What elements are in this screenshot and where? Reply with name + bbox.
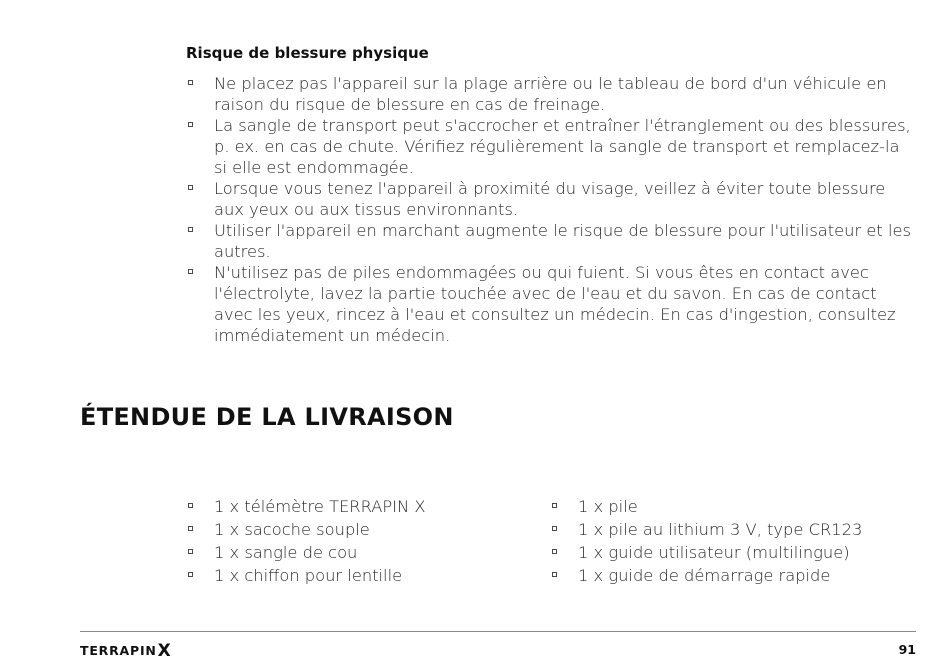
list-item-text: 1 x chiffon pour lentille xyxy=(214,566,403,585)
square-bullet-icon xyxy=(552,549,557,554)
list-item xyxy=(186,518,506,541)
square-bullet-icon xyxy=(552,503,557,508)
square-bullet-icon xyxy=(552,526,557,531)
list-item xyxy=(186,115,916,178)
brand-logo xyxy=(80,641,171,661)
list-item-text: Lorsque vous tenez l'appareil à proximité du visage, veillez à éviter toute blessure aux yeux ou aux tissus environnants. xyxy=(214,179,886,219)
list-item-text: 1 x télémètre TERRAPIN X xyxy=(214,497,426,516)
list-item-text: Ne placez pas l'appareil sur la plage arrière ou le tableau de bord d'un véhicule en raison du risque de blessure en cas de freinage. xyxy=(214,74,887,114)
square-bullet-icon xyxy=(188,526,193,531)
list-item-text: 1 x pile au lithium 3 V, type CR123 xyxy=(578,520,863,539)
square-bullet-icon xyxy=(552,572,557,577)
section-title: ÉTENDUE DE LA LIVRAISON xyxy=(80,403,454,431)
list-item xyxy=(550,564,910,587)
list-item xyxy=(186,564,506,587)
brand-logo-mark: X xyxy=(157,641,171,661)
risk-subheading: Risque de blessure physique xyxy=(186,44,429,62)
list-item xyxy=(186,541,506,564)
list-item-text: 1 x guide utilisateur (multilingue) xyxy=(578,543,850,562)
delivery-list-left xyxy=(186,495,506,587)
list-item-text: Utiliser l'appareil en marchant augmente le risque de blessure pour l'utilisateur et les autres. xyxy=(214,221,911,261)
square-bullet-icon xyxy=(188,185,193,190)
square-bullet-icon xyxy=(188,269,193,274)
risk-list xyxy=(186,73,916,346)
square-bullet-icon xyxy=(188,549,193,554)
delivery-list-right xyxy=(550,495,910,587)
list-item-text: 1 x pile xyxy=(578,497,638,516)
list-item xyxy=(186,220,916,262)
list-item xyxy=(186,495,506,518)
list-item-text: 1 x sangle de cou xyxy=(214,543,358,562)
list-item-text: 1 x guide de démarrage rapide xyxy=(578,566,831,585)
list-item xyxy=(550,495,910,518)
brand-logo-text: TERRAPIN xyxy=(80,643,157,658)
footer-divider xyxy=(80,631,916,632)
page-number: 91 xyxy=(898,642,916,657)
square-bullet-icon xyxy=(188,572,193,577)
list-item xyxy=(186,178,916,220)
list-item-text: La sangle de transport peut s'accrocher et entraîner l'étranglement ou des blessures, p. ex. en cas de chute. Vérifiez régulièrement la sangle de transport et remplacez-la si elle est endommagée. xyxy=(214,116,911,177)
list-item-text: 1 x sacoche souple xyxy=(214,520,370,539)
list-item xyxy=(550,518,910,541)
square-bullet-icon xyxy=(188,122,193,127)
list-item xyxy=(186,262,916,346)
square-bullet-icon xyxy=(188,227,193,232)
list-item xyxy=(186,73,916,115)
list-item-text: N'utilisez pas de piles endommagées ou qui fuient. Si vous êtes en contact avec l'électrolyte, lavez la partie touchée avec de l'eau et du savon. En cas de contact avec les yeux, rincez à l'eau et consultez un médecin. En cas d'ingestion, consultez immédiatement un médecin. xyxy=(214,263,896,345)
list-item xyxy=(550,541,910,564)
square-bullet-icon xyxy=(188,503,193,508)
square-bullet-icon xyxy=(188,80,193,85)
